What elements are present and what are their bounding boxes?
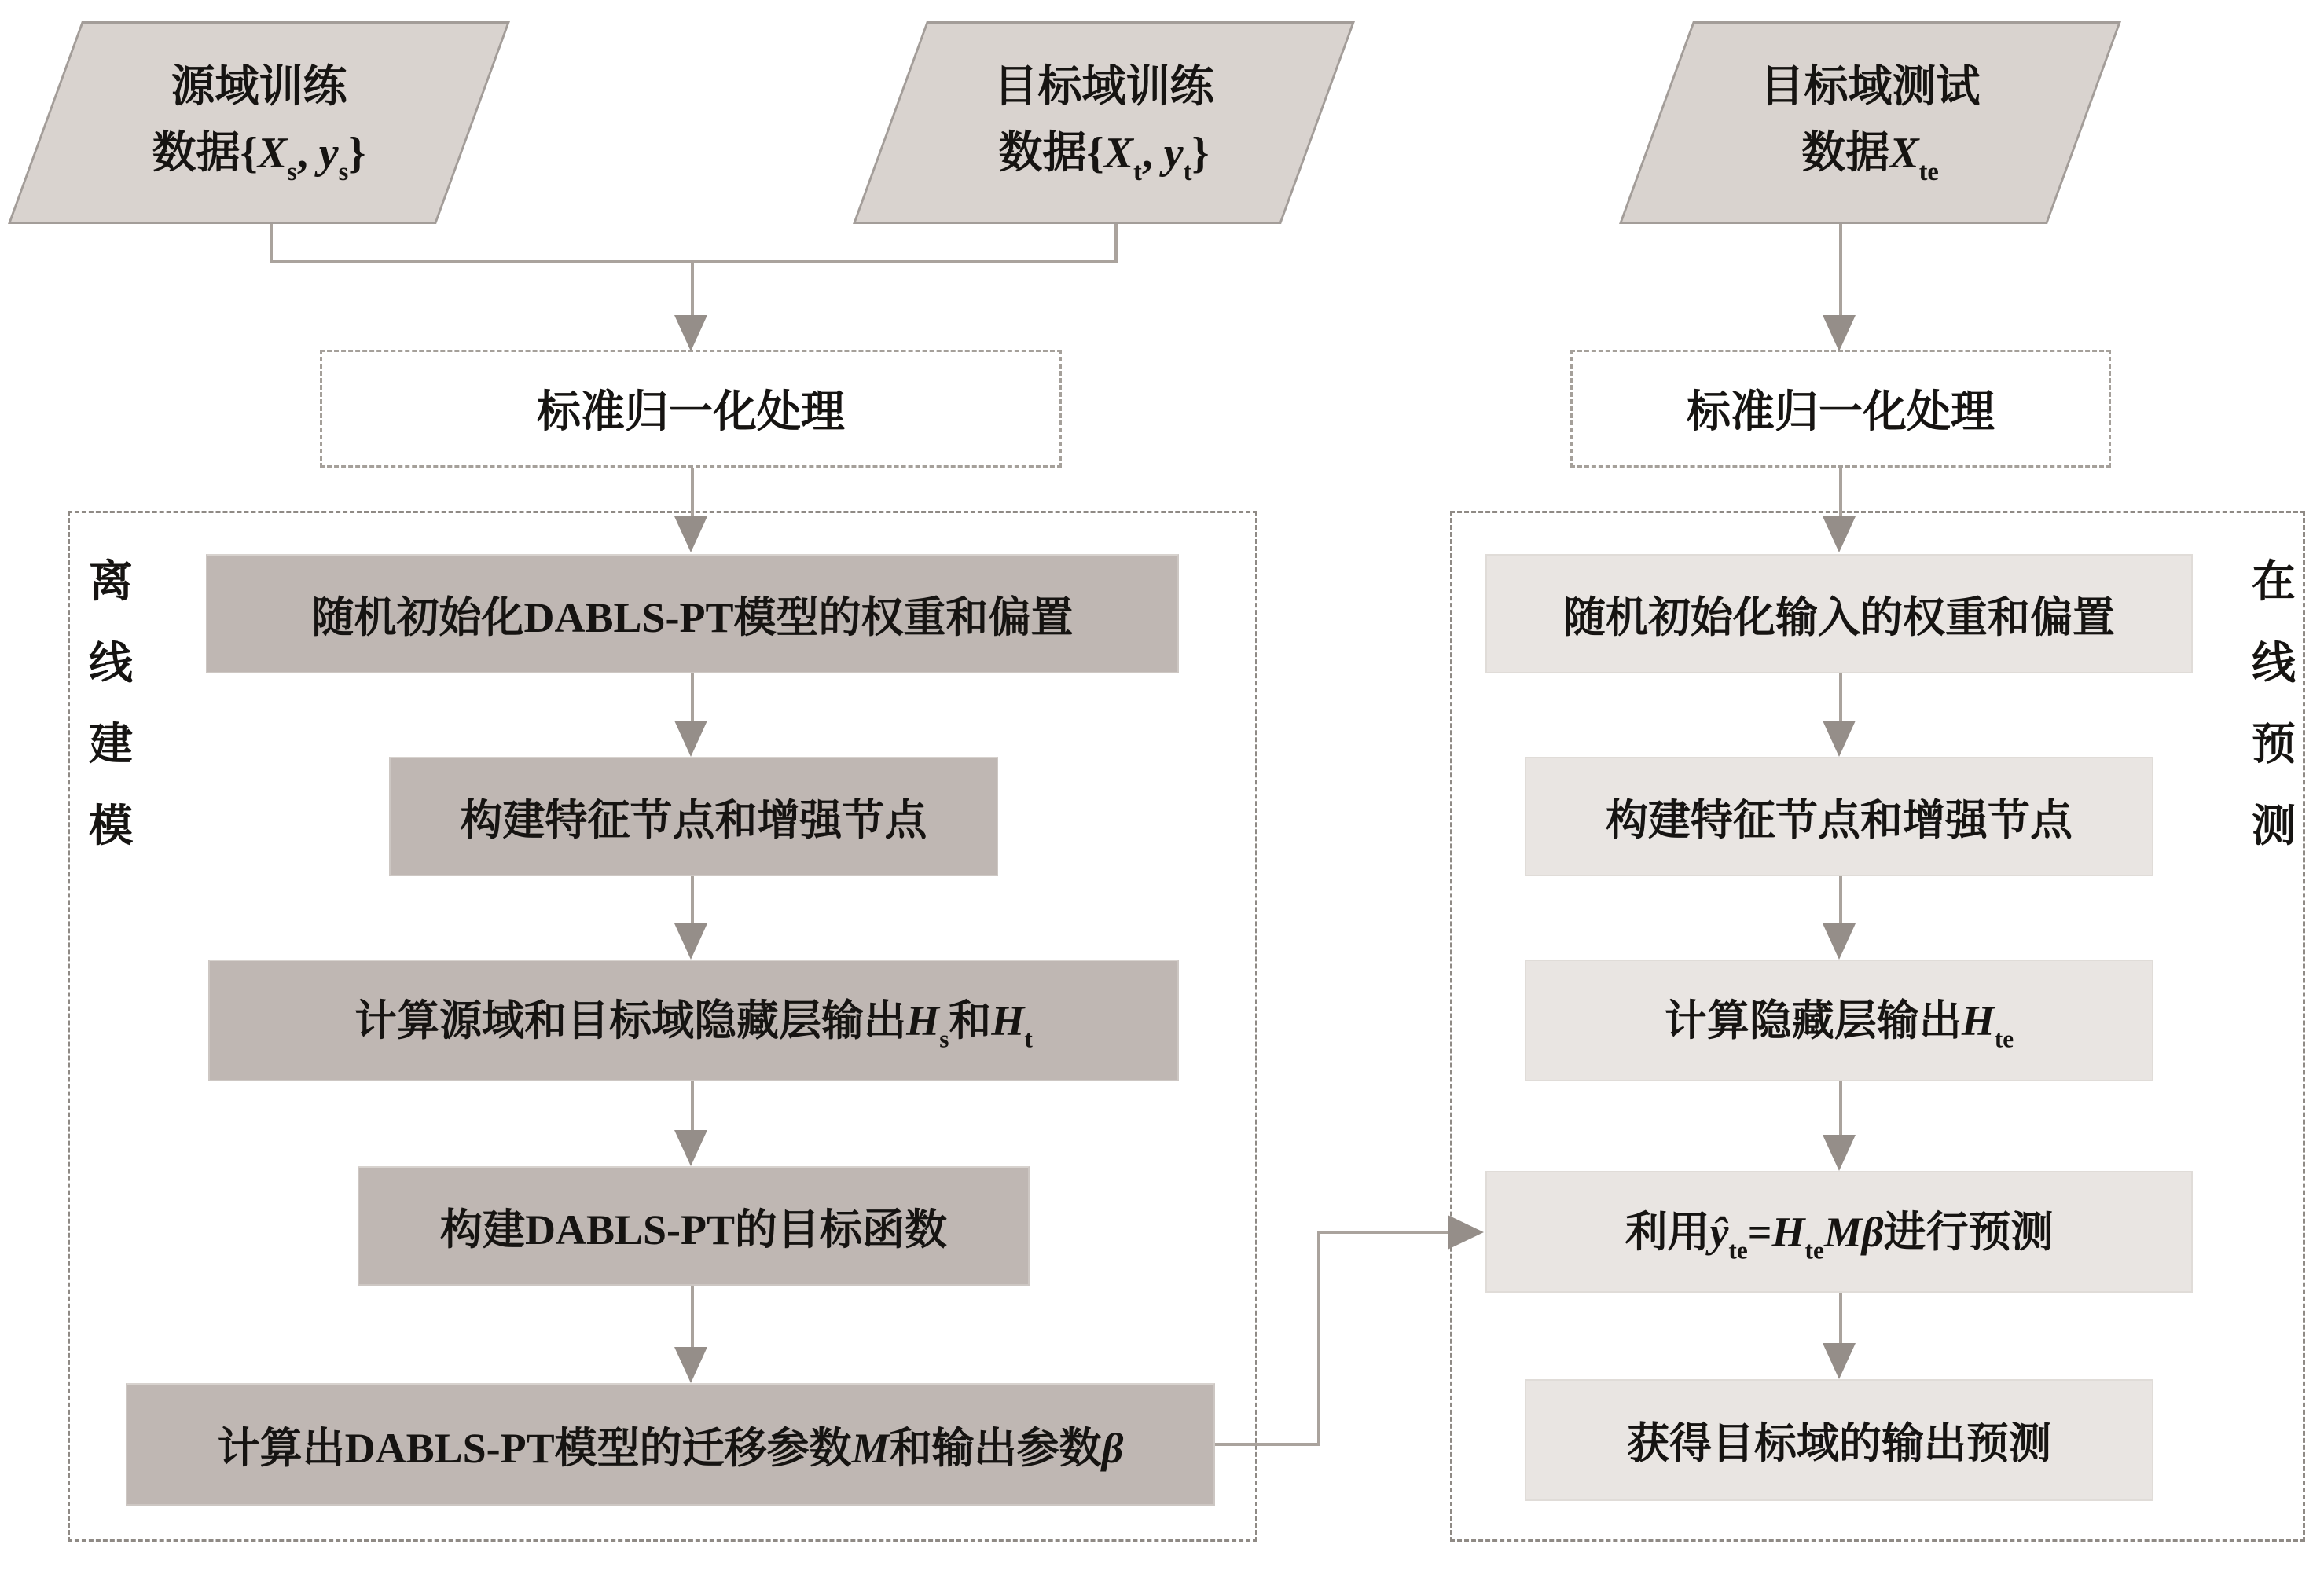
input-label-line1: 目标域测试 — [1760, 62, 1981, 112]
input-label — [1656, 21, 2084, 224]
input-label — [890, 21, 1318, 224]
connector-line — [691, 260, 694, 321]
connector-line — [1839, 1293, 1842, 1345]
step-label: 计算出DABLS-PT模型的迁移参数M和输出参数β — [217, 1424, 1124, 1472]
offline-step-1 — [206, 554, 1179, 673]
offline-step-3 — [208, 960, 1179, 1081]
connector-line — [1839, 876, 1842, 925]
step-label: 利用$ŷ_{te}=H_{te}M\beta$进行预测 — [1625, 1209, 2054, 1264]
offline-step-4 — [358, 1166, 1030, 1286]
online-step-3 — [1525, 960, 2153, 1081]
offline-step-5 — [126, 1383, 1215, 1506]
input-label — [45, 21, 473, 224]
right-arrowhead-icon — [1448, 1215, 1484, 1250]
connector-line — [1839, 468, 1842, 519]
down-arrowhead-icon — [674, 516, 707, 552]
step-label: 构建DABLS-PT的目标函数 — [439, 1206, 948, 1253]
down-arrowhead-icon — [674, 923, 707, 960]
down-arrowhead-icon — [1823, 1135, 1856, 1171]
normalize-box-left — [320, 350, 1062, 468]
online-side-label: 在线预测 — [2252, 558, 2296, 851]
step-label: 构建特征节点和增强节点 — [1606, 796, 2073, 844]
down-arrowhead-icon — [1823, 923, 1856, 960]
input-target-test-data — [1656, 21, 2084, 224]
online-step-2 — [1525, 757, 2153, 876]
input-label-line2: 数据{$X_t$, $y_t$} — [998, 128, 1210, 186]
normalize-box-right — [1570, 350, 2111, 468]
input-label-line2: 数据$X_{te}$ — [1801, 128, 1939, 186]
cross-connector-line — [1320, 1231, 1449, 1234]
cross-connector-line — [1317, 1231, 1320, 1446]
normalize-label: 标准归一化处理 — [537, 388, 845, 437]
connector-line — [1839, 673, 1842, 722]
step-label: 计算隐藏层输出$H_{te}$ — [1664, 997, 2014, 1053]
connector-line — [691, 876, 694, 925]
down-arrowhead-icon — [1823, 516, 1856, 552]
connector-line — [1839, 224, 1842, 318]
input-label-line1: 目标域训练 — [993, 62, 1214, 112]
down-arrowhead-icon — [674, 721, 707, 757]
connector-line — [691, 468, 694, 519]
down-arrowhead-icon — [674, 315, 707, 351]
step-label: 随机初始化输入的权重和偏置 — [1563, 593, 2115, 641]
connector-line — [1839, 1081, 1842, 1136]
online-step-1 — [1485, 554, 2193, 673]
connector-line — [691, 673, 694, 722]
input-source-train-data — [45, 21, 473, 224]
online-step-4 — [1485, 1171, 2193, 1293]
connector-line — [691, 1081, 694, 1132]
normalize-label: 标准归一化处理 — [1687, 388, 1995, 437]
down-arrowhead-icon — [1823, 1343, 1856, 1379]
connector-line — [270, 224, 273, 263]
connector-line — [1114, 224, 1118, 263]
down-arrowhead-icon — [1823, 315, 1856, 351]
input-target-train-data — [890, 21, 1318, 224]
step-label: 随机初始化DABLS-PT模型的权重和偏置 — [311, 593, 1074, 641]
down-arrowhead-icon — [674, 1130, 707, 1166]
connector-line — [691, 1286, 694, 1349]
input-label-line1: 源域训练 — [171, 62, 347, 112]
step-label: 获得目标域的输出预测 — [1627, 1420, 2051, 1467]
offline-step-2 — [389, 757, 998, 876]
input-label-line2: 数据{$X_s$, $y_s$} — [152, 128, 366, 186]
down-arrowhead-icon — [674, 1347, 707, 1383]
cross-connector-line — [1215, 1443, 1320, 1446]
step-label: 计算源域和目标域隐藏层输出$H_s$和$H_t$ — [354, 997, 1033, 1053]
offline-side-label: 离线建模 — [89, 558, 133, 851]
step-label: 构建特征节点和增强节点 — [460, 796, 927, 844]
down-arrowhead-icon — [1823, 721, 1856, 757]
online-step-5 — [1525, 1379, 2153, 1501]
